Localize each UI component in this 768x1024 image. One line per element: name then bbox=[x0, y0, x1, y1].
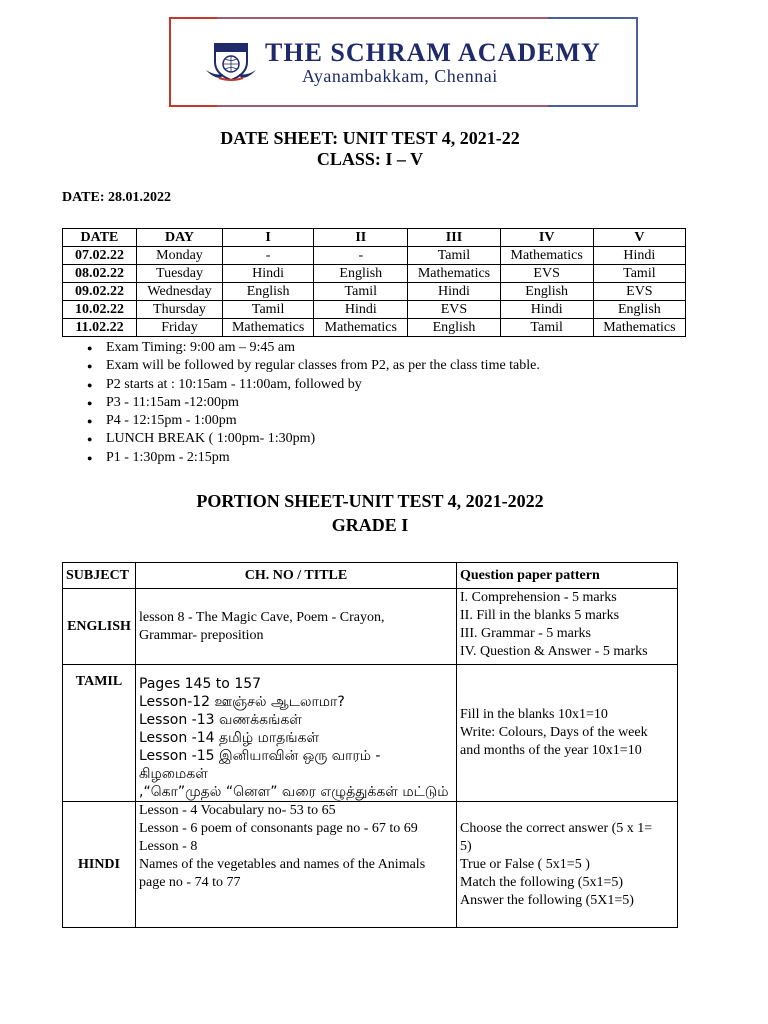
column-header: CH. NO / TITLE bbox=[136, 563, 457, 589]
table-cell: Mathematics bbox=[408, 265, 500, 283]
pattern-line: True or False ( 5x1=5 ) bbox=[460, 856, 590, 872]
chapter-line: Names of the vegetables and names of the Animals bbox=[139, 857, 426, 872]
school-name: THE SCHRAM ACADEMY bbox=[265, 38, 601, 67]
table-cell: EVS bbox=[408, 301, 500, 319]
table-row bbox=[63, 802, 678, 928]
column-header: DATE bbox=[63, 229, 137, 247]
table-cell: Mathematics bbox=[500, 247, 593, 265]
chapter-line: Pages 145 to 157 bbox=[139, 676, 262, 692]
frame-bottom-line bbox=[217, 105, 548, 107]
column-header: SUBJECT bbox=[63, 563, 136, 589]
list-item: ● P2 starts at : 10:15am - 11:00am, followed by bbox=[106, 376, 540, 394]
date-sheet-table bbox=[62, 228, 686, 337]
table-cell: EVS bbox=[500, 265, 593, 283]
table-cell: English bbox=[500, 283, 593, 301]
pattern-line: II. Fill in the blanks 5 marks bbox=[460, 608, 620, 623]
issue-date: DATE: 28.01.2022 bbox=[62, 190, 172, 205]
table-cell: Tuesday bbox=[136, 265, 222, 283]
pattern-line: Fill in the blanks 10x1=10 bbox=[460, 707, 608, 722]
table-row bbox=[63, 589, 678, 665]
date-sheet-title: DATE SHEET: UNIT TEST 4, 2021-22 bbox=[220, 128, 520, 148]
chapters-cell bbox=[136, 589, 457, 665]
table-cell: EVS bbox=[593, 283, 685, 301]
portion-sheet-table bbox=[62, 562, 678, 928]
table-cell: Wednesday bbox=[136, 283, 222, 301]
chapters-cell bbox=[136, 802, 457, 928]
chapter-line: Lesson -14 தமிழ் மாதங்கள் bbox=[139, 730, 320, 746]
frame-top-line bbox=[217, 17, 548, 19]
table-header-row bbox=[63, 229, 686, 247]
column-header: DAY bbox=[136, 229, 222, 247]
chapter-line: page no - 74 to 77 bbox=[139, 875, 241, 890]
table-cell: Hindi bbox=[593, 247, 685, 265]
table-cell: 09.02.22 bbox=[63, 283, 137, 301]
table-cell: English bbox=[223, 283, 314, 301]
chapters-cell bbox=[136, 665, 457, 802]
chapter-line: Lesson-12 ஊஞ்சல் ஆடலாமா? bbox=[139, 694, 345, 710]
subject-cell: HINDI bbox=[63, 802, 136, 928]
table-row bbox=[63, 283, 686, 301]
school-crest-icon bbox=[205, 40, 257, 82]
pattern-line: 5) bbox=[460, 838, 472, 854]
column-header: IV bbox=[500, 229, 593, 247]
table-row bbox=[63, 665, 678, 802]
list-item: ● P4 - 12:15pm - 1:00pm bbox=[106, 412, 540, 430]
column-header: I bbox=[223, 229, 314, 247]
subject-cell: ENGLISH bbox=[63, 589, 136, 665]
table-cell: Hindi bbox=[314, 301, 408, 319]
table-cell: 07.02.22 bbox=[63, 247, 137, 265]
table-cell: 08.02.22 bbox=[63, 265, 137, 283]
table-cell: English bbox=[408, 319, 500, 337]
list-item: ● P3 - 11:15am -12:00pm bbox=[106, 394, 540, 412]
table-cell: English bbox=[593, 301, 685, 319]
table-cell: Friday bbox=[136, 319, 222, 337]
table-cell: English bbox=[314, 265, 408, 283]
list-item: ● P1 - 1:30pm - 2:15pm bbox=[106, 449, 540, 467]
table-header-row bbox=[63, 563, 678, 589]
table-cell: Hindi bbox=[408, 283, 500, 301]
table-cell: Tamil bbox=[500, 319, 593, 337]
pattern-line: Match the following (5x1=5) bbox=[460, 874, 624, 890]
table-row bbox=[63, 247, 686, 265]
list-item: ● LUNCH BREAK ( 1:00pm- 1:30pm) bbox=[106, 430, 540, 448]
list-item: ● Exam Timing: 9:00 am – 9:45 am bbox=[106, 339, 540, 357]
pattern-line: III. Grammar - 5 marks bbox=[460, 626, 592, 641]
subject-cell: TAMIL bbox=[63, 665, 136, 802]
table-cell: Mathematics bbox=[223, 319, 314, 337]
school-location: Ayanambakkam, Chennai bbox=[302, 66, 498, 86]
table-cell: Tamil bbox=[314, 283, 408, 301]
table-row bbox=[63, 301, 686, 319]
grade-title: GRADE I bbox=[331, 515, 409, 535]
portion-sheet-title: PORTION SHEET-UNIT TEST 4, 2021-2022 bbox=[196, 491, 544, 511]
chapter-line: Grammar- preposition bbox=[139, 627, 264, 643]
chapter-line: Lesson -13 வணக்கங்கள் bbox=[139, 712, 302, 728]
table-row bbox=[63, 265, 686, 283]
chapter-line: Lesson -15 இனியாவின் ஒரு வாரம் - கிழமைகள் bbox=[139, 748, 381, 782]
table-cell: 11.02.22 bbox=[63, 319, 137, 337]
chapter-line: Lesson - 4 Vocabulary no- 53 to 65 bbox=[139, 803, 336, 818]
column-header: V bbox=[593, 229, 685, 247]
pattern-cell bbox=[457, 802, 678, 928]
chapter-line: lesson 8 - The Magic Cave, Poem - Crayon, bbox=[139, 609, 385, 625]
column-header: II bbox=[314, 229, 408, 247]
chapter-line: ,“கொ”முதல் “னௌ” வரை எழுத்துக்கள் மட்டும் bbox=[139, 784, 449, 800]
pattern-cell bbox=[457, 589, 678, 665]
exam-notes-list bbox=[88, 339, 540, 467]
table-cell: Tamil bbox=[223, 301, 314, 319]
chapter-line: Lesson - 8 bbox=[139, 839, 198, 854]
pattern-line: and months of the year 10x1=10 bbox=[460, 743, 642, 758]
table-cell: Mathematics bbox=[593, 319, 685, 337]
table-cell: - bbox=[223, 247, 314, 265]
table-cell: Tamil bbox=[408, 247, 500, 265]
table-cell: 10.02.22 bbox=[63, 301, 137, 319]
pattern-line: Answer the following (5X1=5) bbox=[460, 892, 634, 908]
chapter-line: Lesson - 6 poem of consonants page no - 67 to 69 bbox=[139, 821, 418, 836]
table-cell: Hindi bbox=[500, 301, 593, 319]
pattern-cell bbox=[457, 665, 678, 802]
pattern-line: I. Comprehension - 5 marks bbox=[460, 590, 617, 605]
column-header: Question paper pattern bbox=[457, 563, 678, 589]
pattern-line: IV. Question & Answer - 5 marks bbox=[460, 644, 648, 659]
table-cell: Thursday bbox=[136, 301, 222, 319]
table-cell: Hindi bbox=[223, 265, 314, 283]
pattern-line: Choose the correct answer (5 x 1= bbox=[460, 820, 653, 836]
table-cell: Monday bbox=[136, 247, 222, 265]
column-header: III bbox=[408, 229, 500, 247]
pattern-line: Write: Colours, Days of the week bbox=[460, 725, 648, 740]
table-cell: Mathematics bbox=[314, 319, 408, 337]
table-cell: - bbox=[314, 247, 408, 265]
list-item: ● Exam will be followed by regular classes from P2, as per the class time table. bbox=[106, 357, 540, 375]
class-range-title: CLASS: I – V bbox=[316, 149, 424, 169]
table-row bbox=[63, 319, 686, 337]
table-cell: Tamil bbox=[593, 265, 685, 283]
